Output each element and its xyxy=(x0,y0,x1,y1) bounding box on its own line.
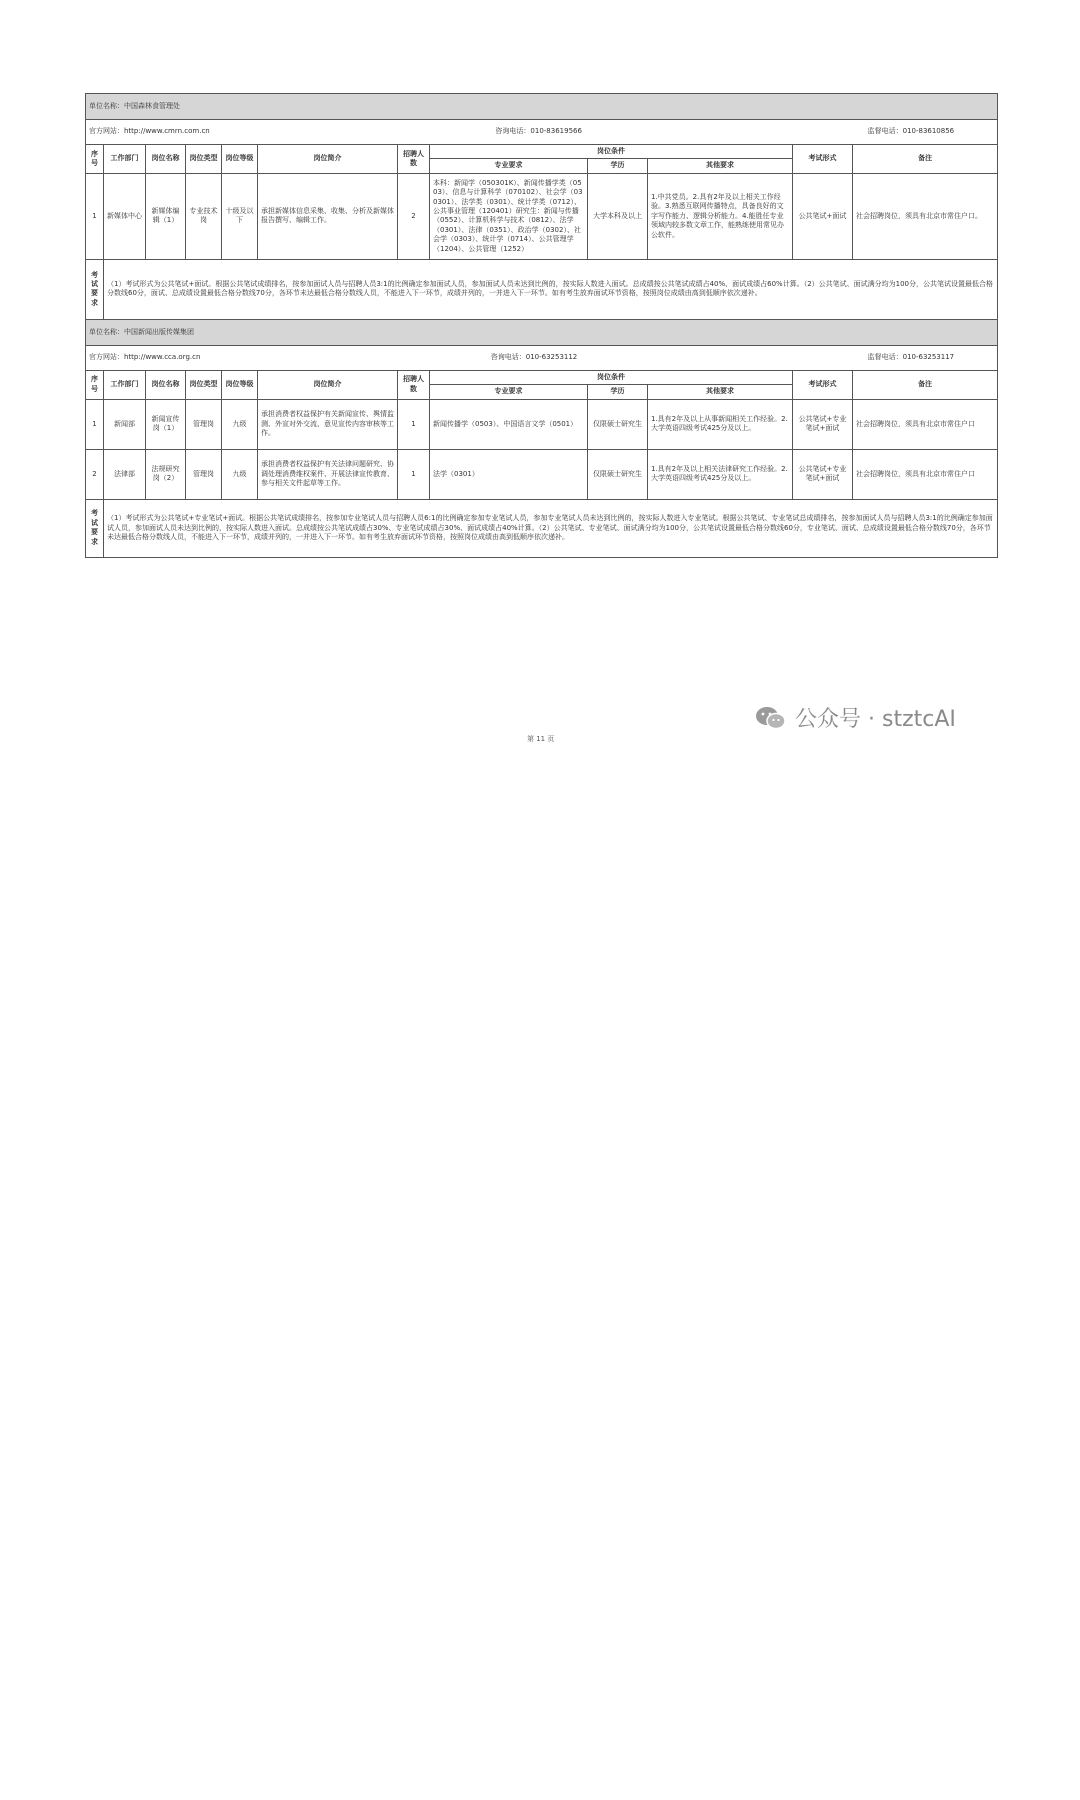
cell-count: 2 xyxy=(398,173,430,259)
cell-major: 新闻传播学（0503）、中国语言文学（0501） xyxy=(430,399,588,449)
header-conditions: 岗位条件 xyxy=(430,370,793,384)
header-conditions: 岗位条件 xyxy=(430,145,793,159)
header-exam: 考试形式 xyxy=(793,145,853,174)
header-remark: 备注 xyxy=(853,370,998,399)
cell-edu: 大学本科及以上 xyxy=(588,173,648,259)
cell-level: 十级及以下 xyxy=(222,173,258,259)
table-row xyxy=(86,173,998,259)
header-edu: 学历 xyxy=(588,385,648,399)
header-post: 岗位名称 xyxy=(146,370,186,399)
cell-remark: 社会招聘岗位，须具有北京市常住户口 xyxy=(853,399,998,449)
unit-name: 单位名称：中国森林食管理处 xyxy=(86,94,998,120)
header-level: 岗位等级 xyxy=(222,370,258,399)
watermark xyxy=(755,702,956,733)
job-table-1 xyxy=(85,93,998,558)
header-other: 其他要求 xyxy=(648,385,793,399)
cell-other: 1.具有2年及以上从事新闻相关工作经验。2.大学英语四级考试425分及以上。 xyxy=(648,399,793,449)
cell-remark: 社会招聘岗位，须具有北京市常住户口 xyxy=(853,449,998,499)
header-remark: 备注 xyxy=(853,145,998,174)
header-other: 其他要求 xyxy=(648,159,793,173)
consult-phone: 咨询电话：010-63253112 xyxy=(490,353,578,362)
exam-note: （1）考试形式为公共笔试+面试。根据公共笔试成绩排名，按参加面试人员与招聘人员3:1的比例确定参加面试人员，参加面试人员未达到比例的，按实际人数进入面试。总成绩按公共笔试成绩占40%、面试成绩占60%计算。（2）公共笔试、面试满分均为100分，公共笔试设置最低合格分数线60分，面试、总成绩设置最低合格分数线70分，各环节未达最低合格分数线人员，不能进入下一环节，成绩并列的，一并进入下一环节。如有考生放弃面试环节资格，按照岗位成绩由高到低顺序依次递补。 xyxy=(104,259,998,319)
header-type: 岗位类型 xyxy=(186,145,222,174)
cell-other: 1.中共党员。2.具有2年及以上相关工作经验。3.熟悉互联网传播特点，具备良好的文字写作能力、逻辑分析能力。4.能胜任专业领域内较多数文章工作，能熟练使用常见办公软件。 xyxy=(648,173,793,259)
header-intro: 岗位简介 xyxy=(258,370,398,399)
cell-level: 九级 xyxy=(222,399,258,449)
cell-other: 1.具有2年及以上相关法律研究工作经验。2.大学英语四级考试425分及以上。 xyxy=(648,449,793,499)
cell-edu: 仅限硕士研究生 xyxy=(588,399,648,449)
cell-type: 专业技术岗 xyxy=(186,173,222,259)
header-count: 招聘人数 xyxy=(398,370,430,399)
cell-post: 新闻宣传岗（1） xyxy=(146,399,186,449)
cell-count: 1 xyxy=(398,449,430,499)
cell-intro: 承担新媒体信息采集、收集、分析及新媒体报告撰写、编辑工作。 xyxy=(258,173,398,259)
document xyxy=(85,93,997,558)
header-dept: 工作部门 xyxy=(104,145,146,174)
unit-name: 单位名称：中国新闻出版传媒集团 xyxy=(86,319,998,345)
header-major: 专业要求 xyxy=(430,385,588,399)
cell-major: 法学（0301） xyxy=(430,449,588,499)
cell-no: 2 xyxy=(86,449,104,499)
cell-type: 管理岗 xyxy=(186,449,222,499)
wechat-icon xyxy=(755,706,787,730)
header-no: 序号 xyxy=(86,370,104,399)
cell-intro: 承担消费者权益保护有关新闻宣传、舆情监测、外宣对外交流、意见宣传内容审核等工作。 xyxy=(258,399,398,449)
header-post: 岗位名称 xyxy=(146,145,186,174)
cell-remark: 社会招聘岗位，须具有北京市常住户口。 xyxy=(853,173,998,259)
supervise-phone: 监督电话：010-83610856 xyxy=(867,127,955,136)
table-row xyxy=(86,399,998,449)
supervise-phone: 监督电话：010-63253117 xyxy=(867,353,955,362)
header-intro: 岗位简介 xyxy=(258,145,398,174)
cell-major: 本科：新闻学（050301K）、新闻传播学类（0503）、信息与计算科学（070102）、社会学（030301）、法学类（0301）、统计学类（0712）、公共事业管理（120401）研究生：新闻与传播（0552）、计算机科学与技术（0812）、法学（0301）、法律（0351）、政治学（0302）、社会学（0303）、统计学（0714）、公共管理学（1204）、公共管理（1252） xyxy=(430,173,588,259)
cell-dept: 新媒体中心 xyxy=(104,173,146,259)
note-label: 考试要求 xyxy=(86,259,104,319)
exam-note: （1）考试形式为公共笔试+专业笔试+面试。根据公共笔试成绩排名，按参加专业笔试人员与招聘人员6:1的比例确定参加专业笔试人员，参加专业笔试人员未达到比例的，按实际人数进入专业笔试。根据公共笔试、专业笔试总成绩排名，按参加面试人员与招聘人员3:1的比例确定参加面试人员，参加面试人员未达到比例的，按实际人数进入面试。总成绩按公共笔试成绩占30%、专业笔试成绩占30%、面试成绩占40%计算。（2）公共笔试、专业笔试、面试满分均为100分，公共笔试设置最低合格分数线60分，专业笔试、面试、总成绩设置最低合格分数线70分，各环节未达最低合格分数线人员，不能进入下一环节，成绩并列的，一并进入下一环节。如有考生放弃面试环节资格，按照岗位成绩由高到低顺序依次递补。 xyxy=(104,499,998,557)
header-no: 序号 xyxy=(86,145,104,174)
cell-post: 新媒体编辑（1） xyxy=(146,173,186,259)
cell-type: 管理岗 xyxy=(186,399,222,449)
header-dept: 工作部门 xyxy=(104,370,146,399)
cell-count: 1 xyxy=(398,399,430,449)
header-level: 岗位等级 xyxy=(222,145,258,174)
website-link[interactable]: 官方网站：http://www.cca.org.cn xyxy=(89,353,201,362)
cell-no: 1 xyxy=(86,399,104,449)
cell-dept: 新闻部 xyxy=(104,399,146,449)
cell-level: 九级 xyxy=(222,449,258,499)
cell-no: 1 xyxy=(86,173,104,259)
cell-exam: 公共笔试+专业笔试+面试 xyxy=(793,449,853,499)
cell-exam: 公共笔试+专业笔试+面试 xyxy=(793,399,853,449)
header-major: 专业要求 xyxy=(430,159,588,173)
header-edu: 学历 xyxy=(588,159,648,173)
cell-intro: 承担消费者权益保护有关法律问题研究、协调处理消费维权案件、开展法律宣传教育、参与相关文件起草等工作。 xyxy=(258,449,398,499)
header-count: 招聘人数 xyxy=(398,145,430,174)
cell-edu: 仅限硕士研究生 xyxy=(588,449,648,499)
note-label: 考试要求 xyxy=(86,499,104,557)
cell-exam: 公共笔试+面试 xyxy=(793,173,853,259)
header-type: 岗位类型 xyxy=(186,370,222,399)
header-exam: 考试形式 xyxy=(793,370,853,399)
page-number: 第 11 页 xyxy=(527,735,555,743)
consult-phone: 咨询电话：010-83619566 xyxy=(495,127,582,136)
cell-dept: 法律部 xyxy=(104,449,146,499)
watermark-text: 公众号 · stztcAI xyxy=(795,707,956,732)
website-link[interactable]: 官方网站：http://www.cmrn.com.cn xyxy=(89,127,210,136)
table-row xyxy=(86,449,998,499)
cell-post: 法规研究岗（2） xyxy=(146,449,186,499)
